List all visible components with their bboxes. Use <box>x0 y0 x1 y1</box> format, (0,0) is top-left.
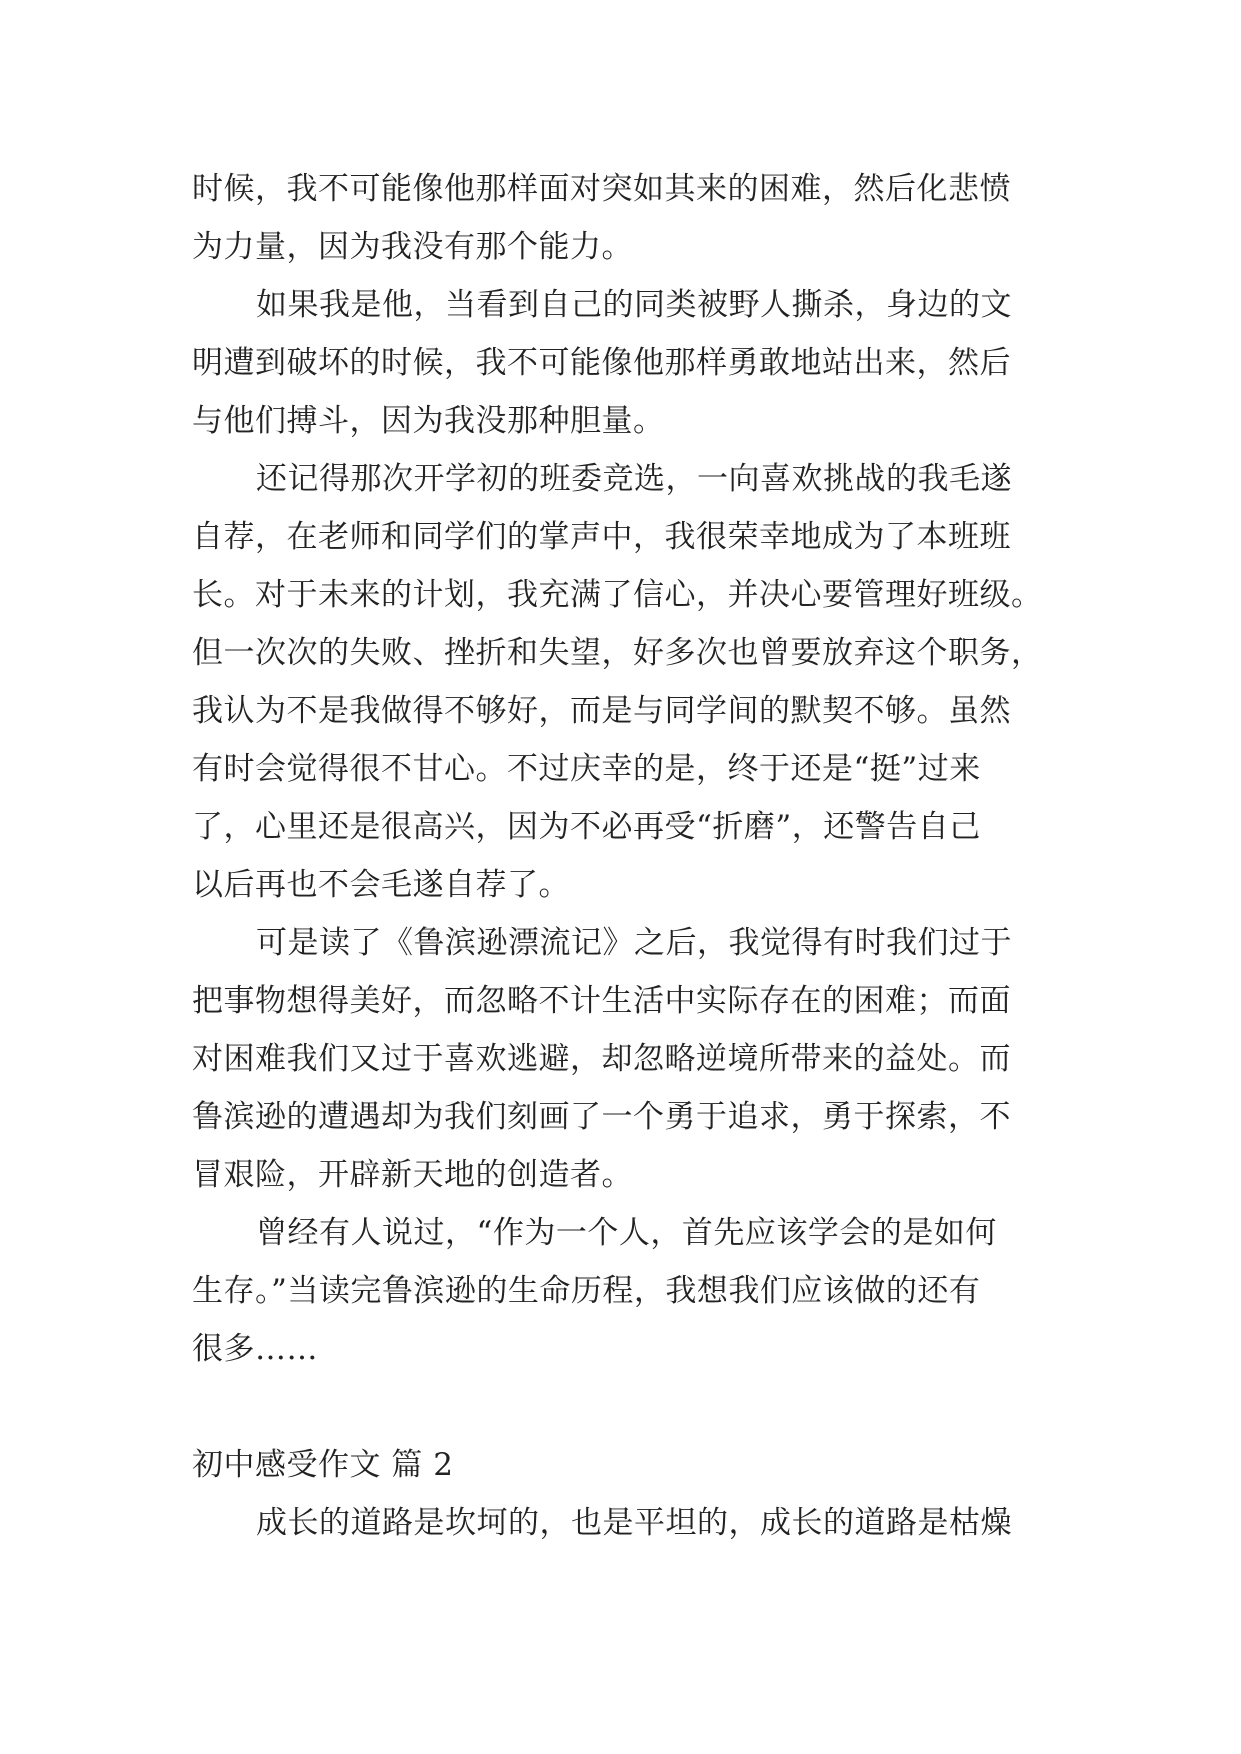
paragraph-line: 长。对于未来的计划，我充满了信心，并决心要管理好班级。 <box>192 577 1043 613</box>
document-body <box>192 160 1054 1552</box>
paragraph-line: 但一次次的失败、挫折和失望，好多次也曾要放弃这个职务， <box>192 635 1043 671</box>
paragraph <box>192 914 1054 1204</box>
paragraph <box>192 276 1054 450</box>
paragraph-line: 自荐，在老师和同学们的掌声中，我很荣幸地成为了本班班 <box>192 519 1011 555</box>
paragraph-line: 鲁滨逊的遭遇却为我们刻画了一个勇于追求，勇于探索，不 <box>192 1099 1011 1135</box>
paragraph-line: 把事物想得美好，而忽略不计生活中实际存在的困难；而面 <box>192 983 1011 1019</box>
paragraph-line: 以后再也不会毛遂自荐了。 <box>192 867 570 903</box>
section-heading: 初中感受作文 篇 2 <box>192 1447 454 1483</box>
paragraph-line: 可是读了《鲁滨逊漂流记》之后，我觉得有时我们过于 <box>256 925 1012 961</box>
paragraph-line: 为力量，因为我没有那个能力。 <box>192 229 633 265</box>
paragraph-line: 曾经有人说过，“作为一个人，首先应该学会的是如何 <box>256 1215 997 1251</box>
paragraph-line: 对困难我们又过于喜欢逃避，却忽略逆境所带来的益处。而 <box>192 1041 1011 1077</box>
paragraph <box>192 450 1054 914</box>
paragraph-line: 时候，我不可能像他那样面对突如其来的困难，然后化悲愤 <box>192 171 1011 207</box>
paragraph <box>192 1204 1054 1378</box>
paragraph-line: 成长的道路是坎坷的，也是平坦的，成长的道路是枯燥 <box>256 1505 1012 1541</box>
paragraph-line: 生存。”当读完鲁滨逊的生命历程，我想我们应该做的还有 <box>192 1273 981 1309</box>
paragraph-line: 与他们搏斗，因为我没那种胆量。 <box>192 403 665 439</box>
paragraph-line: 如果我是他，当看到自己的同类被野人撕杀，身边的文 <box>256 287 1012 323</box>
paragraph-line: 明遭到破坏的时候，我不可能像他那样勇敢地站出来，然后 <box>192 345 1011 381</box>
paragraph-line: 了，心里还是很高兴，因为不必再受“折磨”，还警告自己 <box>192 809 981 845</box>
paragraph <box>192 1494 1054 1552</box>
paragraph-line: 我认为不是我做得不够好，而是与同学间的默契不够。虽然 <box>192 693 1011 729</box>
section-gap <box>192 1378 1054 1436</box>
paragraph-line: 还记得那次开学初的班委竞选，一向喜欢挑战的我毛遂 <box>256 461 1012 497</box>
paragraph-line: 很多…… <box>192 1331 318 1367</box>
paragraph-line: 有时会觉得很不甘心。不过庆幸的是，终于还是“挺”过来 <box>192 751 981 787</box>
paragraph-line: 冒艰险，开辟新天地的创造者。 <box>192 1157 633 1193</box>
paragraph <box>192 160 1054 276</box>
